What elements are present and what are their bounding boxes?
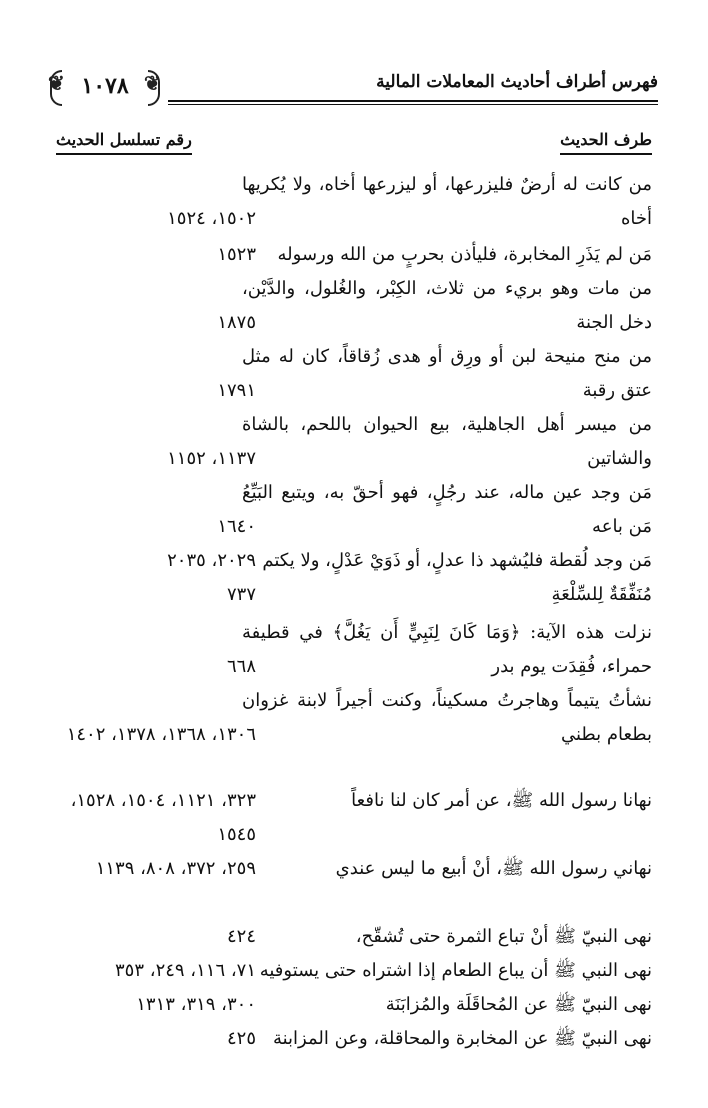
hadith-numbers: ٧١، ١١٦، ٢٤٩، ٣٥٣ [115, 960, 256, 981]
hadith-text: نشأتُ يتيماً وهاجرتُ مسكيناً، وكنت أجيراً لابنة غزوان بطعام بطني [242, 690, 652, 745]
hadith-text: نهانا رسول الله ﷺ، عن أمر كان لنا نافعاً [351, 790, 652, 811]
hadith-numbers: ١١٣٧، ١١٥٢ [167, 448, 256, 469]
hadith-numbers: ١٣٠٦، ١٣٦٨، ١٣٧٨، ١٤٠٢ [66, 724, 256, 745]
hadith-numbers: ٣٢٣، ١١٢١، ١٥٠٤، ١٥٢٨، ١٥٤٥ [70, 790, 256, 845]
hadith-column-heading: طرف الحديث [560, 130, 652, 155]
hadith-numbers: ٢٥٩، ٣٧٢، ٨٠٨، ١١٣٩ [95, 858, 256, 879]
page-number-frame [50, 68, 160, 104]
hadith-text: نهى النبيّ ﷺ عن المخابرة والمحاقلة، وعن المزابنة [272, 1028, 652, 1049]
running-title: فهرس أطراف أحاديث المعاملات المالية [376, 72, 658, 92]
hadith-numbers: ١٧٩١ [217, 380, 256, 401]
hadith-numbers: ٧٣٧ [226, 584, 256, 605]
page-header [50, 68, 658, 112]
hadith-text: من مات وهو بريء من ثلاث، الكِبْر، والغُلول، والدَّيْن، دخل الجنة [242, 278, 652, 333]
page-number: ١٠٧٨ [81, 73, 129, 99]
hadith-text: من منح منيحة لبن أو ورِق أو هدى زُقاقاً، كان له مثل عتق رقبة [242, 346, 652, 401]
ornament-icon: ❦ [48, 71, 65, 95]
header-rule-thin [168, 104, 658, 105]
hadith-text: مَن لم يَذَرِ المخابرة، فليأذن بحربٍ من الله ورسوله [277, 244, 652, 265]
hadith-numbers: ٦٦٨ [226, 656, 256, 677]
hadith-text: مَن وجد عين ماله، عند رجُلٍ، فهو أحقّ به، ويتبع البَيِّعُ مَن باعه [242, 482, 652, 537]
hadith-text: نهاني رسول الله ﷺ، أنْ أبيع ما ليس عندي [335, 858, 652, 879]
hadith-text: نزلت هذه الآية: ﴿وَمَا كَانَ لِنَبِيٍّ أَن يَغُلَّ﴾ في قطيفة حمراء، فُقِدَت يوم بدر [242, 622, 652, 677]
hadith-numbers: ٤٢٥ [226, 1028, 256, 1049]
hadith-numbers: ١٦٤٠ [217, 516, 256, 537]
ornament-icon: ❦ [144, 71, 161, 95]
hadith-text: نهى النبيّ ﷺ أنْ تباع الثمرة حتى تُشقّح، [355, 926, 652, 947]
hadith-text: من كانت له أرضٌ فليزرعها، أو ليزرعها أخاه، ولا يُكريها أخاه [242, 174, 652, 229]
hadith-text: مُنَفِّقَةٌ لِلسِّلْعَةِ [551, 584, 652, 605]
hadith-numbers: ١٥٠٢، ١٥٢٤ [167, 208, 256, 229]
hadith-text: نهى النبيّ ﷺ عن المُحاقَلَة والمُزابَنَة [385, 994, 652, 1015]
hadith-numbers: ٢٠٢٩، ٢٠٣٥ [167, 550, 256, 571]
hadith-text: مَن وجد لُقطة فليُشهد ذا عدلٍ، أو ذَوَيْ عَدْلٍ، ولا يكتم [262, 550, 652, 571]
hadith-numbers: ٤٢٤ [226, 926, 256, 947]
hadith-numbers: ١٥٢٣ [217, 244, 256, 265]
hadith-text: من ميسر أهل الجاهلية، بيع الحيوان باللحم، بالشاة والشاتين [242, 414, 652, 469]
hadith-text: نهى النبي ﷺ أن يباع الطعام إذا اشتراه حتى يستوفيه [259, 960, 652, 981]
numbers-column-heading: رقم تسلسل الحديث [56, 130, 192, 155]
header-rule [168, 100, 658, 102]
hadith-numbers: ٣٠٠، ٣١٩، ١٣١٣ [136, 994, 256, 1015]
hadith-numbers: ١٨٧٥ [217, 312, 256, 333]
